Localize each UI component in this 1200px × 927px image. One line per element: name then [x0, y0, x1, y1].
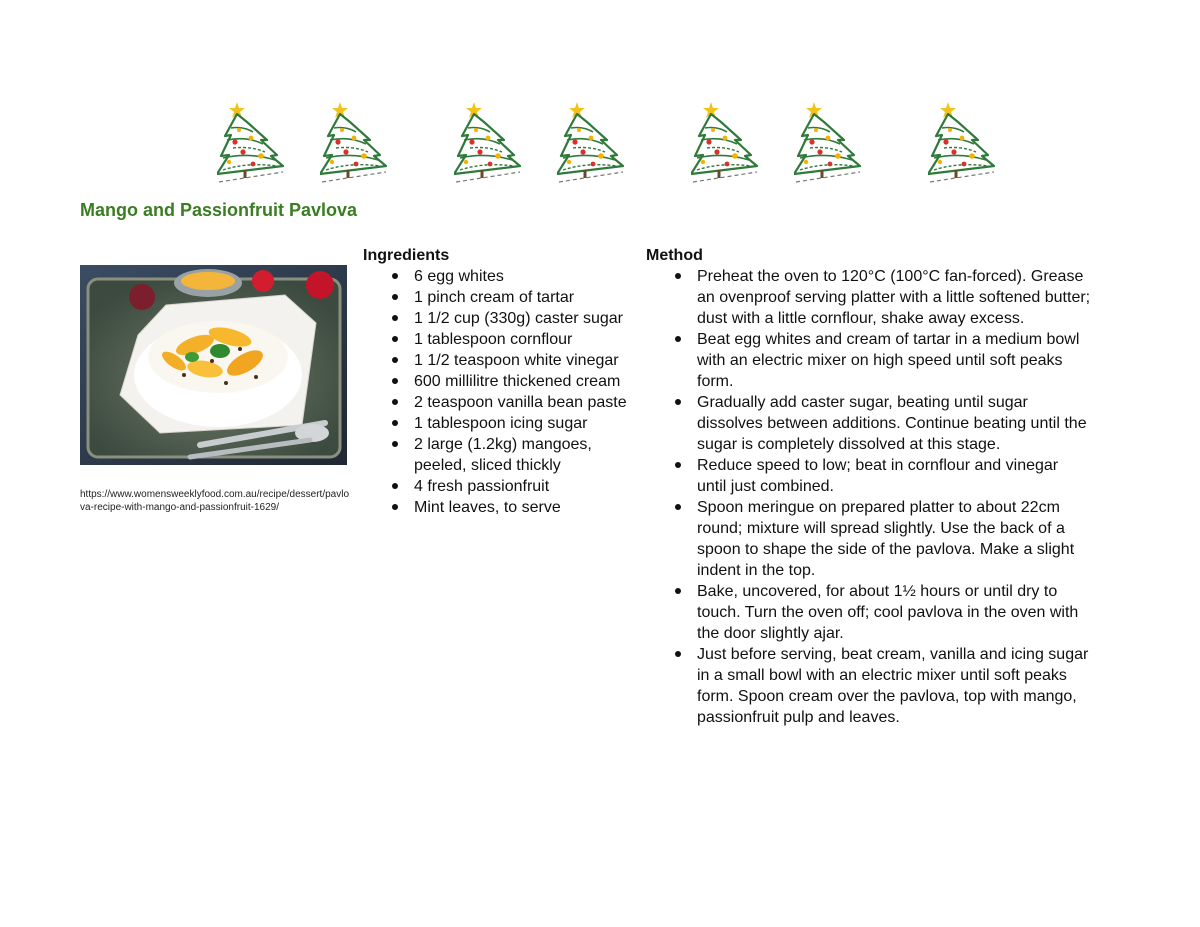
recipe-title: Mango and Passionfruit Pavlova [80, 200, 358, 220]
ingredients-heading: Ingredients [363, 247, 450, 264]
bullet-icon [392, 420, 398, 426]
list-item [646, 497, 1091, 581]
bullet-icon [392, 336, 398, 342]
list-item [646, 581, 1091, 644]
bullet-icon [675, 399, 681, 405]
bullet-icon [675, 336, 681, 342]
method-step-text: Bake, uncovered, for about 1½ hours or until dry to touch. Turn the oven off; cool pavlova in the oven with the door slightly ajar. [697, 583, 1079, 642]
method-step-text: Just before serving, beat cream, vanilla and icing sugar in a small bowl with an electric mixer until soft peaks form. Spoon cream over the pavlova, top with mango, passionfruit pulp and leaves. [697, 646, 1089, 726]
list-item [363, 476, 638, 497]
ingredients-section [363, 245, 638, 518]
list-item [646, 266, 1091, 329]
list-item [363, 392, 638, 413]
ingredient-text: 600 millilitre thickened cream [414, 373, 621, 390]
ingredient-text: 1 1/2 teaspoon white vinegar [414, 352, 619, 369]
method-heading: Method [646, 247, 703, 264]
source-url[interactable]: https://www.womensweeklyfood.com.au/recipe/dessert/pavlova-recipe-with-mango-and-passionfruit-1629/ [80, 489, 350, 513]
ingredient-text: Mint leaves, to serve [414, 499, 561, 516]
list-item [363, 350, 638, 371]
bullet-icon [675, 651, 681, 657]
list-item [646, 392, 1091, 455]
christmas-tree-icon [794, 100, 864, 184]
bullet-icon [392, 504, 398, 510]
method-section [646, 245, 1091, 728]
method-step-text: Reduce speed to low; beat in cornflour and vinegar until just combined. [697, 457, 1059, 495]
list-item [363, 287, 638, 308]
ingredient-text: 6 egg whites [414, 268, 504, 285]
bullet-icon [392, 315, 398, 321]
list-item [363, 308, 638, 329]
ingredient-text: 1 tablespoon icing sugar [414, 415, 588, 432]
list-item [363, 413, 638, 434]
ingredient-text: 1 1/2 cup (330g) caster sugar [414, 310, 624, 327]
bullet-icon [675, 462, 681, 468]
list-item [363, 266, 638, 287]
ingredients-list [363, 266, 638, 518]
list-item [363, 497, 638, 518]
bullet-icon [392, 378, 398, 384]
christmas-tree-icon [454, 100, 524, 184]
method-list [646, 266, 1091, 728]
ingredient-text: 4 fresh passionfruit [414, 478, 550, 495]
method-step-text: Beat egg whites and cream of tartar in a medium bowl with an electric mixer on high speed until soft peaks form. [697, 331, 1080, 390]
list-item [363, 434, 638, 476]
method-step-text: Spoon meringue on prepared platter to about 22cm round; mixture will spread slightly. Use the back of a spoon to shape the side of the pavlova. Make a slight indent in the top. [697, 499, 1075, 579]
christmas-tree-icon [217, 100, 287, 184]
christmas-tree-icon [557, 100, 627, 184]
bullet-icon [392, 294, 398, 300]
list-item [363, 371, 638, 392]
list-item [646, 329, 1091, 392]
bullet-icon [675, 588, 681, 594]
bullet-icon [675, 504, 681, 510]
bullet-icon [392, 441, 398, 447]
method-step-text: Preheat the oven to 120°C (100°C fan-forced). Grease an ovenproof serving platter with a little softened butter; dust with a little cornflour, shake away excess. [697, 268, 1091, 327]
bullet-icon [392, 357, 398, 363]
list-item [363, 329, 638, 350]
ingredient-text: 2 teaspoon vanilla bean paste [414, 394, 627, 411]
method-step-text: Gradually add caster sugar, beating until sugar dissolves between additions. Continue beating until the sugar is completely dissolved at this stage. [697, 394, 1087, 453]
christmas-tree-icon [320, 100, 390, 184]
bullet-icon [392, 399, 398, 405]
bullet-icon [675, 273, 681, 279]
bullet-icon [392, 273, 398, 279]
ingredient-text: 1 tablespoon cornflour [414, 331, 573, 348]
list-item [646, 644, 1091, 728]
list-item [646, 455, 1091, 497]
pavlova-photo [80, 265, 347, 465]
christmas-tree-icon [691, 100, 761, 184]
bullet-icon [392, 483, 398, 489]
ingredient-text: 1 pinch cream of tartar [414, 289, 575, 306]
christmas-tree-icon [928, 100, 998, 184]
ingredient-text: 2 large (1.2kg) mangoes, peeled, sliced thickly [414, 436, 592, 474]
christmas-tree-row [0, 100, 1200, 190]
